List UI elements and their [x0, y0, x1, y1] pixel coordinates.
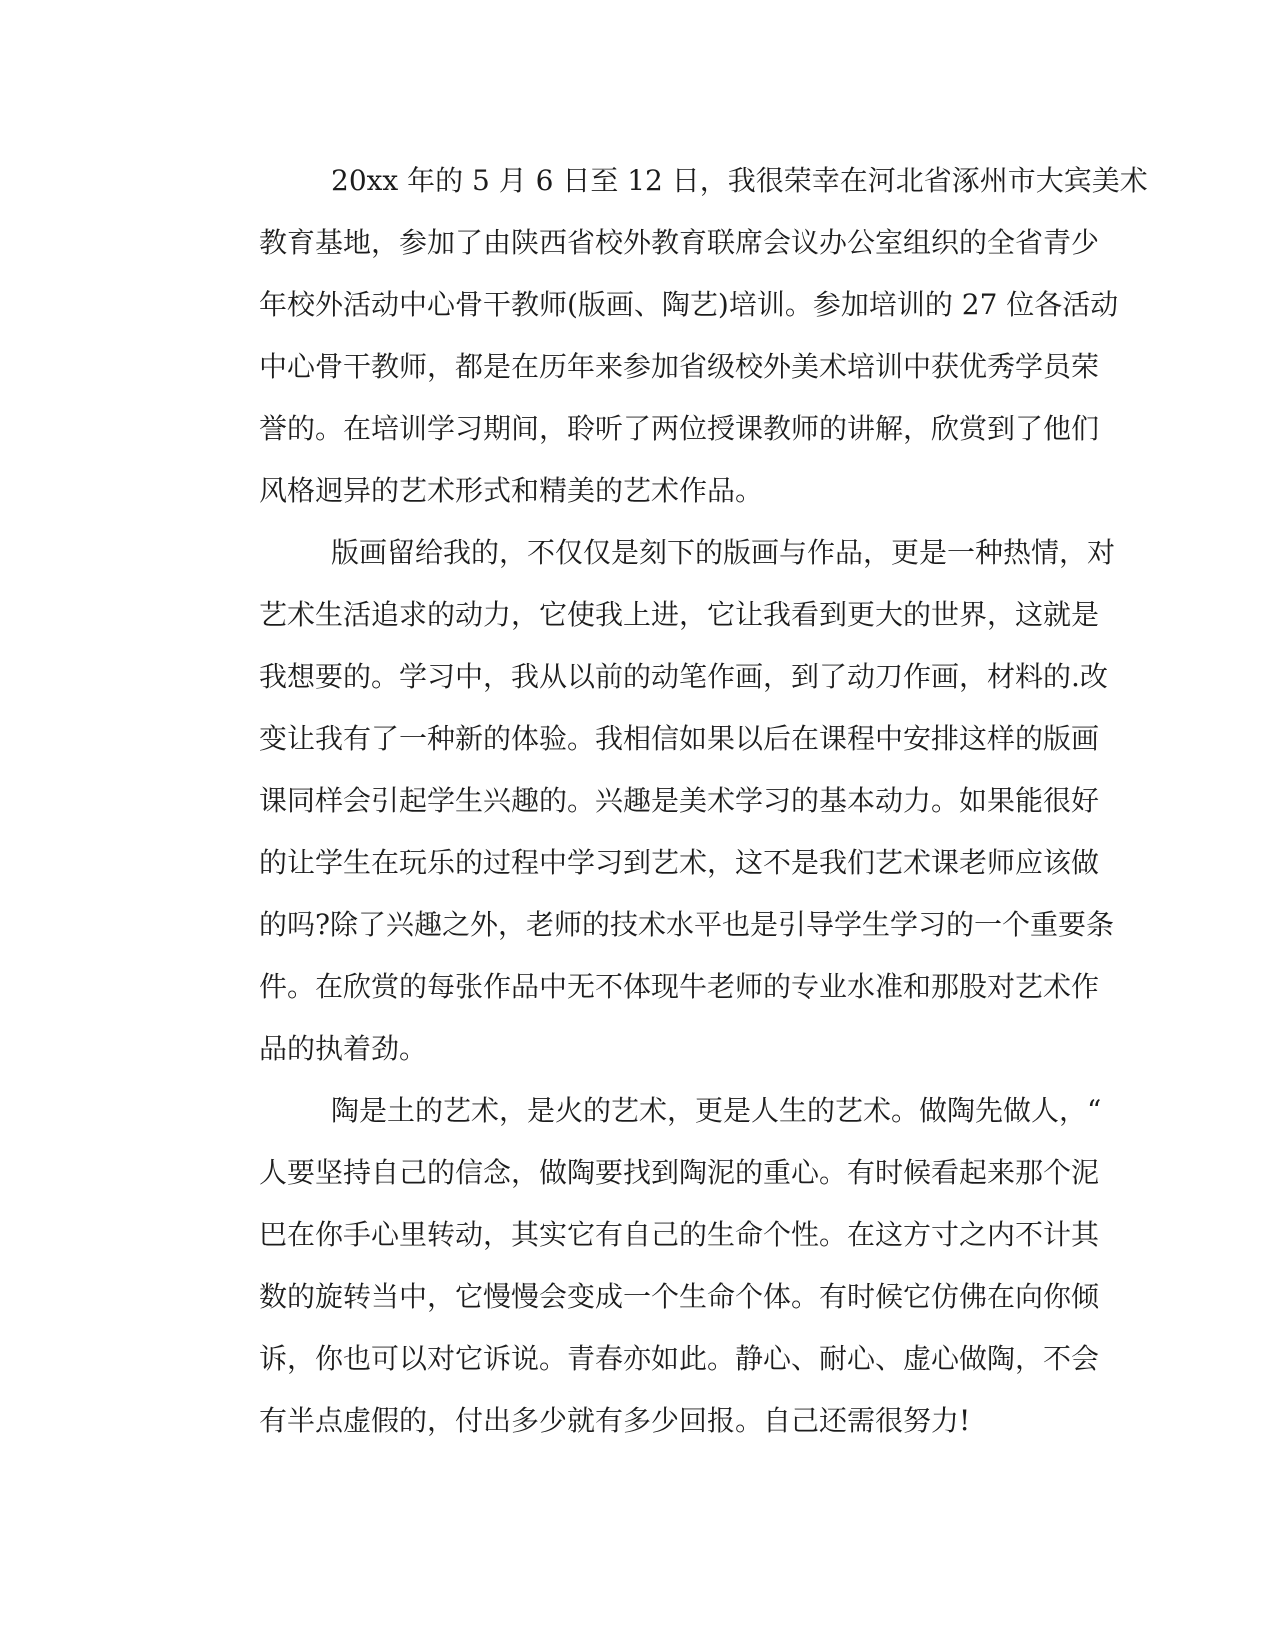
paragraph-line: 20xx 年的 5 月 6 日至 12 日，我很荣幸在河北省涿州市大宾美术: [331, 164, 1148, 197]
paragraph-line: 巴在你手心里转动，其实它有自己的生命个性。在这方寸之内不计其: [259, 1218, 1100, 1251]
paragraph-line: 数的旋转当中，它慢慢会变成一个生命个体。有时候它仿佛在向你倾: [259, 1280, 1100, 1313]
paragraph-line: 变让我有了一种新的体验。我相信如果以后在课程中安排这样的版画: [259, 722, 1100, 755]
paragraph-line: 我想要的。学习中，我从以前的动笔作画，到了动刀作画，材料的.改: [259, 660, 1108, 693]
paragraph-line: 年校外活动中心骨干教师(版画、陶艺)培训。参加培训的 27 位各活动: [259, 288, 1119, 321]
paragraph-2: [187, 522, 1116, 1080]
paragraph-line: 教育基地，参加了由陕西省校外教育联席会议办公室组织的全省青少: [259, 226, 1100, 259]
paragraph-line: 有半点虚假的，付出多少就有多少回报。自己还需很努力!: [259, 1404, 971, 1437]
paragraph-line: 课同样会引起学生兴趣的。兴趣是美术学习的基本动力。如果能很好: [259, 784, 1100, 817]
paragraph-line: 版画留给我的，不仅仅是刻下的版画与作品，更是一种热情，对: [331, 536, 1116, 569]
paragraph-line: 誉的。在培训学习期间，聆听了两位授课教师的讲解，欣赏到了他们: [259, 412, 1100, 445]
paragraph-line: 陶是土的艺术，是火的艺术，更是人生的艺术。做陶先做人，“: [331, 1094, 1102, 1127]
paragraph-line: 的吗?除了兴趣之外，老师的技术水平也是引导学生学习的一个重要条: [259, 908, 1115, 941]
paragraph-line: 品的执着劲。: [259, 1032, 428, 1065]
paragraph-line: 艺术生活追求的动力，它使我上进，它让我看到更大的世界，这就是: [259, 598, 1100, 631]
paragraph-1: [187, 150, 1148, 522]
paragraph-line: 诉，你也可以对它诉说。青春亦如此。静心、耐心、虚心做陶，不会: [259, 1342, 1100, 1375]
paragraph-line: 的让学生在玩乐的过程中学习到艺术，这不是我们艺术课老师应该做: [259, 846, 1100, 879]
paragraph-line: 件。在欣赏的每张作品中无不体现牛老师的专业水准和那股对艺术作: [259, 970, 1100, 1003]
paragraph-line: 人要坚持自己的信念，做陶要找到陶泥的重心。有时候看起来那个泥: [259, 1156, 1100, 1189]
paragraph-3: [187, 1080, 1102, 1452]
paragraph-line: 中心骨干教师，都是在历年来参加省级校外美术培训中获优秀学员荣: [259, 350, 1100, 383]
document-body: [187, 150, 1148, 1452]
paragraph-line: 风格迥异的艺术形式和精美的艺术作品。: [259, 474, 764, 507]
